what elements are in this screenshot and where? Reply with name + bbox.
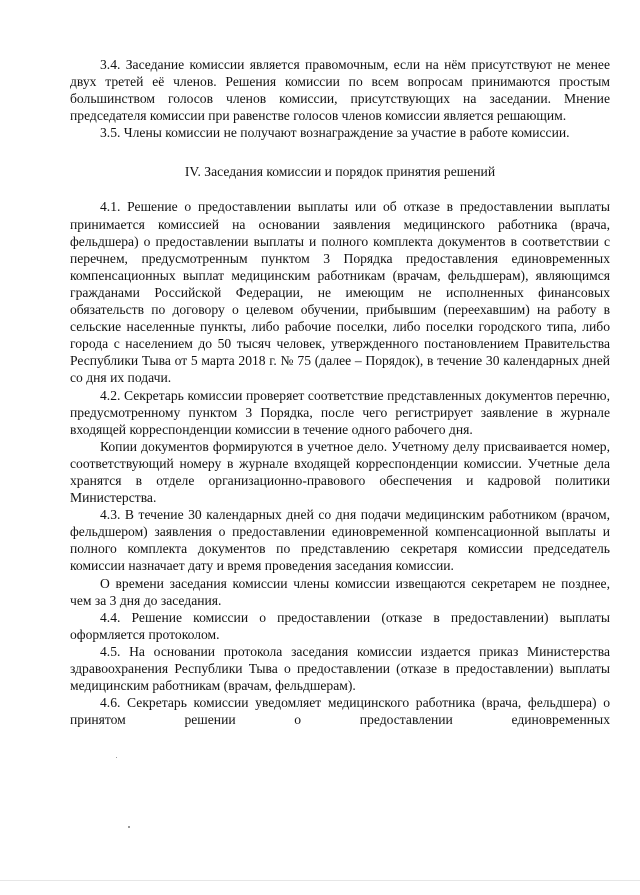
paragraph-notice: О времени заседания комиссии члены комиссии извещаются секретарем не позднее, чем за 3 дня до заседания. — [70, 575, 610, 608]
paragraph-4-5: 4.5. На основании протокола заседания комиссии издается приказ Министерства здравоохранения Республики Тыва о предоставлении (отказе в предоставлении) выплаты медицинским работникам (врачам, фельдшерам). — [70, 643, 610, 694]
paragraph-4-3: 4.3. В течение 30 календарных дней со дня подачи медицинским работником (врачом, фельдшером) заявления о предоставлении единовременной компенсационной выплаты и полного комплекта документов по представлению секретаря комиссии председатель комиссии назначает дату и время проведения заседания комиссии. — [70, 507, 610, 574]
section-heading: IV. Заседания комиссии и порядок принятия решений — [184, 164, 496, 180]
paragraph-4-1: 4.1. Решение о предоставлении выплаты или об отказе в предоставлении выплаты принимается комиссией на основании заявления медицинского работника (врача, фельдшера) о предоставлении выплаты и полного комплекта документов в соответствии с перечнем, предусмотренным пунктом 3 Порядка предоставления единовременных компенсационных выплат медицинским работникам (врачам, фельдшерам), являющимся гражданами Российской Федерации, не имеющим не исполненных финансовых обязательств по договору о целевом обучении, прибывшим (переехавшим) на работу в сельские населенные пункты, либо рабочие поселки, либо поселки городского типа, либо города с населением до 50 тысяч человек, утвержденного постановлением Правительства Республики Тыва от 5 марта 2018 г. № 75 (далее – Порядок), в течение 30 календарных дней со дня их подачи. — [70, 199, 610, 386]
scan-speck — [116, 757, 117, 758]
paragraph-4-2: 4.2. Секретарь комиссии проверяет соответствие представленных документов перечню, предусмотренному пунктом 3 Порядка, после чего регистрирует заявление в журнале входящей корреспонденции комиссии в течение одного рабочего дня. — [70, 387, 610, 437]
document-page — [70, 56, 610, 728]
scan-edge-line — [0, 880, 640, 881]
paragraph-4-6: 4.6. Секретарь комиссии уведомляет медицинского работника (врача, фельдшера) о принятом решении о предоставлении единовременных — [70, 695, 610, 728]
scan-speck — [128, 826, 130, 828]
paragraph-3-4: 3.4. Заседание комиссии является правомочным, если на нём присутствуют не менее двух третей её членов. Решения комиссии по всем вопросам принимаются простым большинством голосов членов комиссии, присутствующих на заседании. Мнение председателя комиссии при равенстве голосов членов комиссии является решающим. — [70, 57, 610, 124]
paragraph-4-4: 4.4. Решение комиссии о предоставлении (отказе в предоставлении) выплаты оформляется протоколом. — [70, 609, 610, 642]
paragraph-3-5: 3.5. Члены комиссии не получают вознаграждение за участие в работе комиссии. — [100, 125, 570, 141]
paragraph-copies: Копии документов формируются в учетное дело. Учетному делу присваивается номер, соответствующий номеру в журнале входящей корреспонденции комиссии. Учетные дела хранятся в отделе организационно-правового обеспечения и кадровой политики Министерства. — [70, 438, 610, 506]
